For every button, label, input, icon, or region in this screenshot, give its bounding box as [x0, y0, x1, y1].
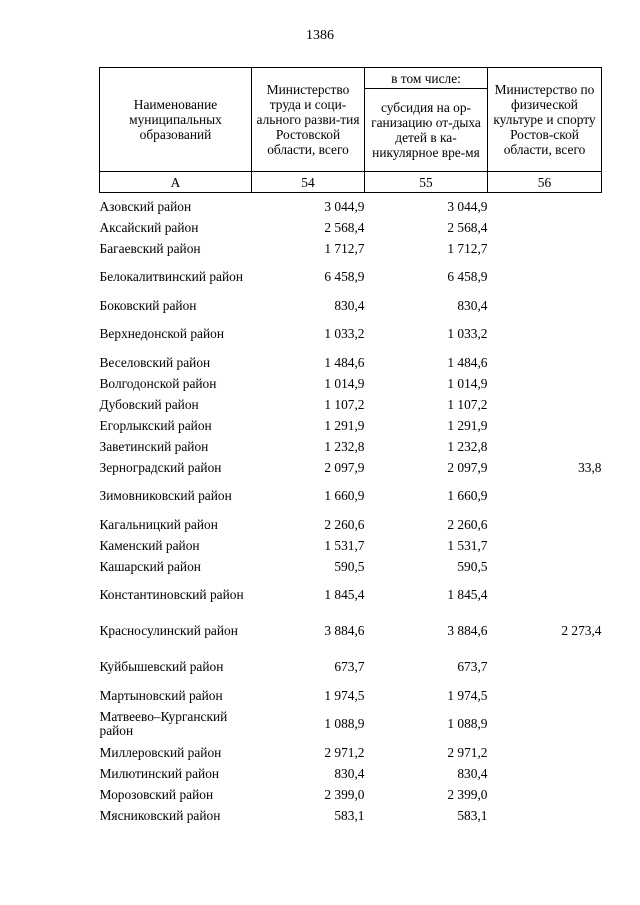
- sport-ministry-value-cell: [488, 763, 602, 784]
- labor-ministry-value-cell: 1 033,2: [324, 326, 365, 341]
- header-municipality: Наименование муниципальных образований: [100, 68, 252, 172]
- sport-ministry-value-cell: [488, 742, 602, 763]
- table-row: [100, 259, 602, 295]
- sport-ministry-value-cell: [488, 196, 602, 217]
- municipality-name-cell: Куйбышевский район: [99, 659, 224, 674]
- labor-ministry-value-cell: 830,4: [334, 297, 365, 313]
- table-row: [100, 649, 602, 685]
- subsidy-value-cell: 830,4: [457, 297, 488, 313]
- table-row: [100, 457, 602, 478]
- subsidy-value-cell: 583,1: [457, 807, 488, 823]
- table-header: [100, 68, 602, 193]
- sport-ministry-value-cell: [488, 535, 602, 556]
- sport-ministry-value-cell: [488, 436, 602, 457]
- municipality-name-cell: Боковский район: [99, 297, 197, 313]
- subsidy-value-cell: 2 971,2: [447, 744, 488, 760]
- subsidy-value-cell: 1 014,9: [447, 375, 488, 391]
- table-row: [100, 535, 602, 556]
- subsidy-value-cell: 1 033,2: [447, 326, 488, 341]
- sport-ministry-value-cell: 33,8: [578, 459, 602, 475]
- table-body: [100, 193, 602, 827]
- table-row: [100, 805, 602, 826]
- page-number: 1386: [306, 28, 334, 43]
- subsidy-value-cell: 1 088,9: [447, 716, 488, 731]
- table-row: [100, 763, 602, 784]
- labor-ministry-value-cell: 673,7: [334, 659, 365, 674]
- sport-ministry-value-cell: [488, 238, 602, 259]
- municipality-name-cell: Зимовниковский район: [99, 488, 232, 503]
- municipality-name-cell: Мясниковский район: [99, 807, 221, 823]
- municipality-name-cell: Волгодонской район: [99, 375, 217, 391]
- table-row: [100, 352, 602, 373]
- sport-ministry-value-cell: [488, 706, 602, 742]
- municipality-name-cell: Белокалитвинский район: [99, 269, 244, 284]
- table-row: [100, 295, 602, 316]
- municipality-name-cell: Дубовский район: [99, 396, 199, 412]
- sport-ministry-value-cell: [488, 259, 602, 295]
- subsidy-value-cell: 2 568,4: [447, 219, 488, 235]
- sport-ministry-value-cell: [488, 373, 602, 394]
- municipality-name-cell: Мартыновский район: [99, 687, 223, 703]
- municipality-name-cell: Веселовский район: [99, 354, 211, 370]
- labor-ministry-value-cell: 1 974,5: [324, 687, 365, 703]
- labor-ministry-value-cell: 1 232,8: [324, 438, 365, 454]
- labor-ministry-value-cell: 1 291,9: [324, 417, 365, 433]
- labor-ministry-value-cell: 1 712,7: [324, 240, 365, 256]
- subsidy-value-cell: 1 484,6: [447, 354, 488, 370]
- municipality-name-cell: Кагальницкий район: [99, 516, 218, 532]
- subsidy-value-cell: 3 044,9: [447, 198, 488, 214]
- subsidy-value-cell: 1 660,9: [447, 488, 488, 503]
- header-code-a: А: [100, 172, 252, 193]
- subsidy-value-cell: 1 291,9: [447, 417, 488, 433]
- labor-ministry-value-cell: 2 097,9: [324, 459, 365, 475]
- labor-ministry-value-cell: 1 531,7: [324, 537, 365, 553]
- labor-ministry-value-cell: 1 845,4: [324, 587, 365, 602]
- sport-ministry-value-cell: [488, 295, 602, 316]
- labor-ministry-value-cell: 2 568,4: [324, 219, 365, 235]
- subsidy-value-cell: 1 974,5: [447, 687, 488, 703]
- subsidy-value-cell: 1 712,7: [447, 240, 488, 256]
- labor-ministry-value-cell: 590,5: [334, 558, 365, 574]
- table-row: [100, 196, 602, 217]
- subsidy-value-cell: 1 232,8: [447, 438, 488, 454]
- header-code-54: 54: [252, 172, 365, 193]
- table-row: [100, 478, 602, 514]
- labor-ministry-value-cell: 2 260,6: [324, 516, 365, 532]
- subsidy-value-cell: 590,5: [457, 558, 488, 574]
- municipality-name-cell: Каменский район: [99, 537, 200, 553]
- sport-ministry-value-cell: [488, 514, 602, 535]
- labor-ministry-value-cell: 6 458,9: [324, 269, 365, 284]
- municipality-name-cell: Азовский район: [99, 198, 192, 214]
- municipality-name-cell: Багаевский район: [99, 240, 201, 256]
- municipality-name-cell: Аксайский район: [99, 219, 199, 235]
- labor-ministry-value-cell: 1 014,9: [324, 375, 365, 391]
- table-row: [100, 415, 602, 436]
- subsidy-value-cell: 6 458,9: [447, 269, 488, 284]
- labor-ministry-value-cell: 583,1: [334, 807, 365, 823]
- table-row: [100, 316, 602, 352]
- table-row: [100, 613, 602, 649]
- table-row: [100, 436, 602, 457]
- header-code-56: 56: [488, 172, 602, 193]
- header-code-55: 55: [365, 172, 488, 193]
- sport-ministry-value-cell: [488, 352, 602, 373]
- labor-ministry-value-cell: 1 484,6: [324, 354, 365, 370]
- table-row: [100, 742, 602, 763]
- subsidy-value-cell: 3 884,6: [447, 623, 488, 638]
- municipality-name-cell: Константиновский район: [99, 587, 244, 602]
- municipality-name-cell: Матвеево–Курганский район: [99, 709, 228, 738]
- sport-ministry-value-cell: [488, 556, 602, 577]
- municipality-name-cell: Морозовский район: [99, 786, 214, 802]
- header-ministry-sport: Министерство по физической культуре и спорту Ростов-ской области, всего: [488, 68, 602, 172]
- subsidy-value-cell: 2 260,6: [447, 516, 488, 532]
- municipality-name-cell: Зерноградский район: [99, 459, 222, 475]
- subsidy-value-cell: 673,7: [457, 659, 488, 674]
- table-row: [100, 238, 602, 259]
- table-row: [100, 577, 602, 613]
- sport-ministry-value-cell: 2 273,4: [561, 623, 602, 638]
- table-row: [100, 394, 602, 415]
- subsidy-value-cell: 2 399,0: [447, 786, 488, 802]
- subsidy-value-cell: 830,4: [457, 765, 488, 781]
- header-including-group: в том числе:: [365, 68, 488, 89]
- subsidy-value-cell: 1 845,4: [447, 587, 488, 602]
- table-row: [100, 373, 602, 394]
- table-row: [100, 514, 602, 535]
- sport-ministry-value-cell: [488, 217, 602, 238]
- labor-ministry-value-cell: 1 660,9: [324, 488, 365, 503]
- table-row: [100, 685, 602, 706]
- sport-ministry-value-cell: [488, 577, 602, 613]
- labor-ministry-value-cell: 830,4: [334, 765, 365, 781]
- sport-ministry-value-cell: [488, 649, 602, 685]
- subsidy-value-cell: 1 531,7: [447, 537, 488, 553]
- table-row: [100, 706, 602, 742]
- sport-ministry-value-cell: [488, 478, 602, 514]
- header-subsidy: субсидия на ор-ганизацию от-дыха детей в ка-никулярное вре-мя: [365, 89, 488, 172]
- table-row: [100, 784, 602, 805]
- municipality-name-cell: Егорлыкский район: [99, 417, 212, 433]
- subsidy-value-cell: 1 107,2: [447, 396, 488, 412]
- municipality-name-cell: Миллеровский район: [99, 744, 222, 760]
- subsidy-value-cell: 2 097,9: [447, 459, 488, 475]
- sport-ministry-value-cell: [488, 394, 602, 415]
- sport-ministry-value-cell: [488, 805, 602, 826]
- budget-table: [99, 67, 602, 826]
- labor-ministry-value-cell: 3 044,9: [324, 198, 365, 214]
- sport-ministry-value-cell: [488, 415, 602, 436]
- labor-ministry-value-cell: 3 884,6: [324, 623, 365, 638]
- municipality-name-cell: Красносулинский район: [99, 623, 238, 638]
- table-row: [100, 556, 602, 577]
- municipality-name-cell: Кашарский район: [99, 558, 201, 574]
- header-ministry-labor: Министерство труда и соци-ального разви-тия Ростовской области, всего: [252, 68, 365, 172]
- sport-ministry-value-cell: [488, 784, 602, 805]
- labor-ministry-value-cell: 1 088,9: [324, 716, 365, 731]
- labor-ministry-value-cell: 1 107,2: [324, 396, 365, 412]
- municipality-name-cell: Милютинский район: [99, 765, 220, 781]
- labor-ministry-value-cell: 2 399,0: [324, 786, 365, 802]
- sport-ministry-value-cell: [488, 316, 602, 352]
- sport-ministry-value-cell: [488, 685, 602, 706]
- municipality-name-cell: Верхнедонской район: [99, 326, 225, 341]
- municipality-name-cell: Заветинский район: [99, 438, 209, 454]
- table-row: [100, 217, 602, 238]
- labor-ministry-value-cell: 2 971,2: [324, 744, 365, 760]
